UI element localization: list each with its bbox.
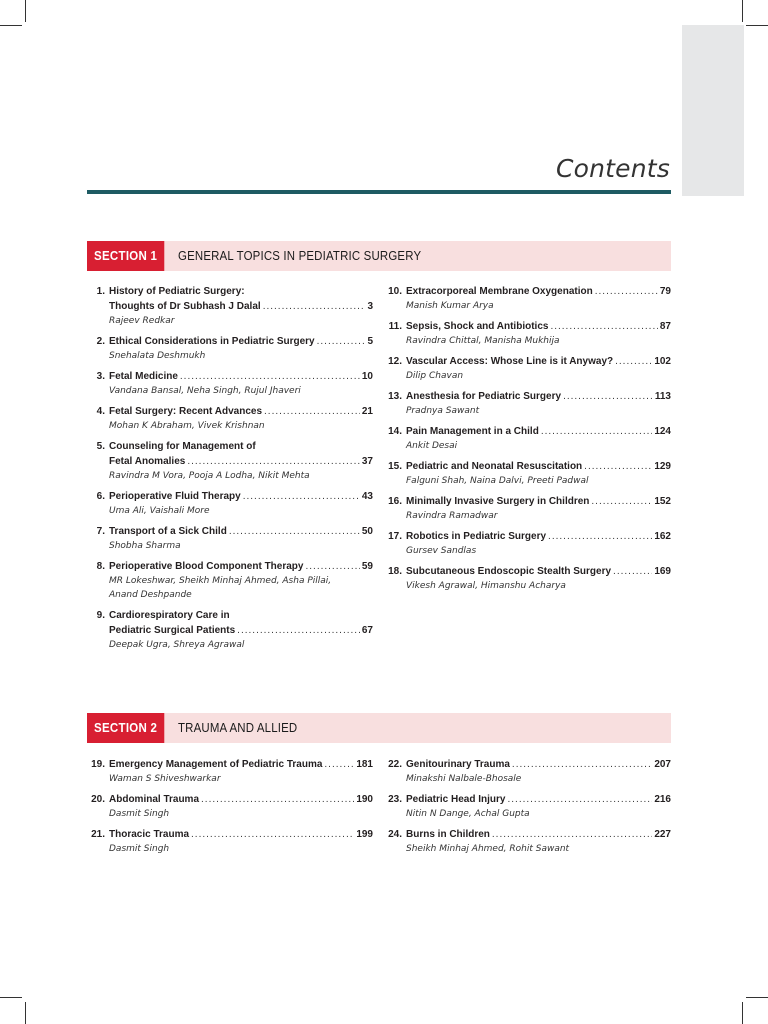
page-number: 169 xyxy=(654,566,671,577)
chapter-title-line xyxy=(109,439,373,454)
toc-entry[interactable] xyxy=(384,494,671,523)
toc-entry[interactable] xyxy=(87,439,373,483)
chapter-number: 24. xyxy=(388,829,402,840)
crop-mark xyxy=(742,0,743,22)
page-number: 207 xyxy=(654,759,671,770)
dot-leader xyxy=(512,757,652,772)
dot-leader xyxy=(550,319,657,334)
chapter-title-line xyxy=(406,792,671,807)
dot-leader xyxy=(191,827,354,842)
chapter-authors: Ankit Desai xyxy=(406,441,458,451)
toc-column-right xyxy=(384,757,671,862)
side-thumb-tab xyxy=(682,25,744,196)
chapter-number: 21. xyxy=(91,829,105,840)
section-tag: SECTION 2 xyxy=(87,713,164,743)
toc-entry[interactable] xyxy=(87,608,373,652)
chapter-title-line xyxy=(406,827,671,842)
chapter-authors: Mohan K Abraham, Vivek Krishnan xyxy=(109,421,265,431)
chapter-title: Minimally Invasive Surgery in Children xyxy=(406,496,590,507)
page-number: 227 xyxy=(654,829,671,840)
crop-mark xyxy=(0,997,22,998)
section-header xyxy=(87,241,671,271)
dot-leader xyxy=(317,334,366,349)
chapter-authors: Rajeev Redkar xyxy=(109,316,175,326)
page-number: 59 xyxy=(361,561,373,572)
toc-entry[interactable] xyxy=(87,827,373,856)
section-header xyxy=(87,713,671,743)
section-title: TRAUMA AND ALLIED xyxy=(178,720,298,735)
chapter-title: Extracorporeal Membrane Oxygenation xyxy=(406,286,593,297)
page-number: 102 xyxy=(654,356,671,367)
chapter-authors: Minakshi Nalbale-Bhosale xyxy=(406,774,522,784)
toc-entry[interactable] xyxy=(87,757,373,786)
toc-entry[interactable] xyxy=(384,564,671,593)
chapter-number: 4. xyxy=(96,406,105,417)
page-number: 37 xyxy=(361,456,373,467)
chapter-number: 2. xyxy=(96,336,105,347)
chapter-title: Anesthesia for Pediatric Surgery xyxy=(406,391,562,402)
dot-leader xyxy=(548,529,652,544)
dot-leader xyxy=(492,827,652,842)
toc-entry[interactable] xyxy=(384,424,671,453)
chapter-title: Burns in Children xyxy=(406,829,490,840)
toc-entry[interactable] xyxy=(384,827,671,856)
section-title: GENERAL TOPICS IN PEDIATRIC SURGERY xyxy=(178,248,422,263)
toc-entry[interactable] xyxy=(87,404,373,433)
crop-mark xyxy=(746,25,768,26)
page-number: 50 xyxy=(361,526,373,537)
chapter-title-line xyxy=(406,389,671,404)
toc-entry[interactable] xyxy=(384,354,671,383)
chapter-title: Subcutaneous Endoscopic Stealth Surgery xyxy=(406,566,612,577)
chapter-number: 10. xyxy=(388,286,402,297)
chapter-authors: Gursev Sandlas xyxy=(406,546,477,556)
chapter-number: 6. xyxy=(96,491,105,502)
chapter-title: Perioperative Fluid Therapy xyxy=(109,491,241,502)
chapter-title-line xyxy=(109,827,373,842)
chapter-title: Fetal Surgery: Recent Advances xyxy=(109,406,263,417)
chapter-title: Genitourinary Trauma xyxy=(406,759,510,770)
page-number: 129 xyxy=(654,461,671,472)
dot-leader xyxy=(237,623,360,638)
chapter-title: History of Pediatric Surgery: xyxy=(109,286,245,297)
chapter-title: Pediatric and Neonatal Resuscitation xyxy=(406,461,583,472)
page-number: 87 xyxy=(659,321,671,332)
page-number: 43 xyxy=(361,491,373,502)
page-number: 216 xyxy=(654,794,671,805)
crop-mark xyxy=(0,25,22,26)
page-number: 190 xyxy=(356,794,373,805)
dot-leader xyxy=(201,792,354,807)
chapter-title-line xyxy=(406,494,671,509)
dot-leader xyxy=(584,459,652,474)
chapter-authors: Waman S Shiveshwarkar xyxy=(109,774,221,784)
page-number: 79 xyxy=(659,286,671,297)
chapter-authors: Vikesh Agrawal, Himanshu Acharya xyxy=(406,581,566,591)
chapter-authors: Dilip Chavan xyxy=(406,371,464,381)
chapter-title-line xyxy=(109,524,373,539)
page-number: 3 xyxy=(367,301,373,312)
chapter-authors: Snehalata Deshmukh xyxy=(109,351,206,361)
chapter-title: Fetal Anomalies xyxy=(109,456,186,467)
page-number: 21 xyxy=(361,406,373,417)
toc-entry[interactable] xyxy=(384,757,671,786)
chapter-number: 16. xyxy=(388,496,402,507)
chapter-number: 22. xyxy=(388,759,402,770)
toc-entry[interactable] xyxy=(87,334,373,363)
chapter-title-line xyxy=(109,757,373,772)
chapter-title-line xyxy=(406,424,671,439)
crop-mark xyxy=(25,1002,26,1024)
chapter-title: Pediatric Surgical Patients xyxy=(109,625,236,636)
chapter-number: 15. xyxy=(388,461,402,472)
toc-entry[interactable] xyxy=(87,284,373,328)
chapter-number: 17. xyxy=(388,531,402,542)
dot-leader xyxy=(563,389,653,404)
toc-entry[interactable] xyxy=(87,559,373,602)
toc-entry[interactable] xyxy=(384,389,671,418)
chapter-authors: MR Lokeshwar, Sheikh Minhaj Ahmed, Asha Pillai, xyxy=(109,576,332,586)
crop-mark xyxy=(25,0,26,22)
chapter-number: 3. xyxy=(96,371,105,382)
page-title: Contents xyxy=(555,154,670,183)
chapter-title: Cardiorespiratory Care in xyxy=(109,610,230,621)
chapter-authors: Ravindra Chittal, Manisha Mukhija xyxy=(406,336,560,346)
chapter-authors: Uma Ali, Vaishali More xyxy=(109,506,210,516)
page-number: 113 xyxy=(654,391,671,402)
chapter-number: 19. xyxy=(91,759,105,770)
chapter-authors: Manish Kumar Arya xyxy=(406,301,494,311)
chapter-title-line xyxy=(109,608,373,623)
chapter-title: Fetal Medicine xyxy=(109,371,178,382)
chapter-title: Vascular Access: Whose Line is it Anyway? xyxy=(406,356,614,367)
dot-leader xyxy=(229,524,360,539)
chapter-number: 5. xyxy=(96,441,105,452)
chapter-authors: Ravindra M Vora, Pooja A Lodha, Nikit Mehta xyxy=(109,471,310,481)
dot-leader xyxy=(324,757,354,772)
chapter-number: 14. xyxy=(388,426,402,437)
chapter-authors: Anand Deshpande xyxy=(109,590,192,600)
dot-leader xyxy=(187,454,360,469)
dot-leader xyxy=(180,369,360,384)
chapter-title-line xyxy=(406,284,671,299)
chapter-authors: Dasmit Singh xyxy=(109,809,170,819)
title-rule xyxy=(87,190,671,194)
toc-entry[interactable] xyxy=(384,792,671,821)
crop-mark xyxy=(746,997,768,998)
chapter-authors: Ravindra Ramadwar xyxy=(406,511,498,521)
chapter-title: Sepsis, Shock and Antibiotics xyxy=(406,321,549,332)
chapter-authors: Falguni Shah, Naina Dalvi, Preeti Padwal xyxy=(406,476,589,486)
page-number: 5 xyxy=(367,336,373,347)
toc-column-left xyxy=(87,284,373,658)
chapter-authors: Vandana Bansal, Neha Singh, Rujul Jhaveri xyxy=(109,386,301,396)
chapter-title-line xyxy=(109,299,373,314)
chapter-title-line xyxy=(109,623,373,638)
chapter-title: Counseling for Management of xyxy=(109,441,256,452)
chapter-title: Pain Management in a Child xyxy=(406,426,539,437)
chapter-authors: Deepak Ugra, Shreya Agrawal xyxy=(109,640,245,650)
chapter-number: 11. xyxy=(388,321,402,332)
chapter-title: Robotics in Pediatric Surgery xyxy=(406,531,547,542)
chapter-number: 7. xyxy=(96,526,105,537)
chapter-title-line xyxy=(406,459,671,474)
page-number: 199 xyxy=(356,829,373,840)
chapter-title-line xyxy=(406,529,671,544)
toc-column-right xyxy=(384,284,671,599)
chapter-number: 1. xyxy=(96,286,105,297)
toc-entry[interactable] xyxy=(87,792,373,821)
chapter-title-line xyxy=(406,564,671,579)
toc-entry[interactable] xyxy=(87,524,373,553)
chapter-title-line xyxy=(406,354,671,369)
chapter-number: 9. xyxy=(96,610,105,621)
chapter-title-line xyxy=(109,454,373,469)
chapter-title-line xyxy=(406,319,671,334)
page-number: 67 xyxy=(361,625,373,636)
chapter-title-line xyxy=(109,559,373,574)
chapter-authors: Sheikh Minhaj Ahmed, Rohit Sawant xyxy=(406,844,570,854)
dot-leader xyxy=(264,404,360,419)
dot-leader xyxy=(615,354,652,369)
chapter-title: Emergency Management of Pediatric Trauma xyxy=(109,759,323,770)
page-number: 162 xyxy=(654,531,671,542)
chapter-number: 18. xyxy=(388,566,402,577)
chapter-number: 13. xyxy=(388,391,402,402)
chapter-title: Abdominal Trauma xyxy=(109,794,200,805)
dot-leader xyxy=(507,792,652,807)
chapter-title: Pediatric Head Injury xyxy=(406,794,506,805)
chapter-title-line xyxy=(109,489,373,504)
chapter-number: 12. xyxy=(388,356,402,367)
toc-entry[interactable] xyxy=(384,319,671,348)
chapter-title-line xyxy=(109,334,373,349)
toc-entry[interactable] xyxy=(384,284,671,313)
dot-leader xyxy=(243,489,360,504)
toc-entry[interactable] xyxy=(87,489,373,518)
chapter-title: Thoracic Trauma xyxy=(109,829,190,840)
chapter-number: 8. xyxy=(96,561,105,572)
chapter-number: 20. xyxy=(91,794,105,805)
dot-leader xyxy=(613,564,652,579)
chapter-title-line xyxy=(109,404,373,419)
section-tag: SECTION 1 xyxy=(87,241,164,271)
page-number: 152 xyxy=(654,496,671,507)
dot-leader xyxy=(305,559,359,574)
toc-column-left xyxy=(87,757,373,862)
page-number: 124 xyxy=(654,426,671,437)
toc-entry[interactable] xyxy=(384,529,671,558)
dot-leader xyxy=(263,299,366,314)
page-number: 10 xyxy=(361,371,373,382)
chapter-title-line xyxy=(406,757,671,772)
chapter-title: Thoughts of Dr Subhash J Dalal xyxy=(109,301,261,312)
crop-mark xyxy=(742,1002,743,1024)
chapter-authors: Shobha Sharma xyxy=(109,541,181,551)
chapter-title-line xyxy=(109,369,373,384)
chapter-title-line xyxy=(109,284,373,299)
chapter-title: Ethical Considerations in Pediatric Surgery xyxy=(109,336,315,347)
chapter-number: 23. xyxy=(388,794,402,805)
dot-leader xyxy=(595,284,658,299)
toc-entry[interactable] xyxy=(87,369,373,398)
chapter-authors: Pradnya Sawant xyxy=(406,406,480,416)
chapter-title: Perioperative Blood Component Therapy xyxy=(109,561,304,572)
page-number: 181 xyxy=(356,759,373,770)
chapter-title-line xyxy=(109,792,373,807)
chapter-authors: Nitin N Dange, Achal Gupta xyxy=(406,809,530,819)
dot-leader xyxy=(541,424,653,439)
chapter-title: Transport of a Sick Child xyxy=(109,526,227,537)
toc-entry[interactable] xyxy=(384,459,671,488)
dot-leader xyxy=(591,494,652,509)
chapter-authors: Dasmit Singh xyxy=(109,844,170,854)
